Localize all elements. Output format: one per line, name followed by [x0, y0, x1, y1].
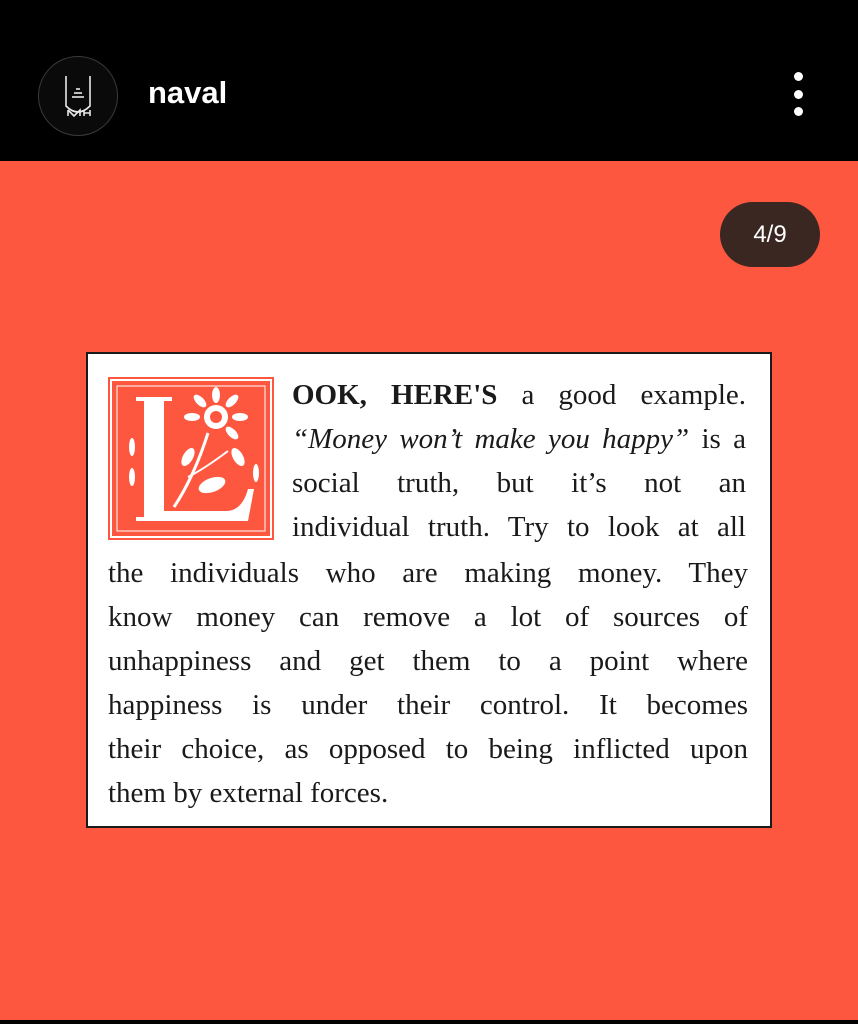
text-line: happiness is under their control. It becomes	[108, 689, 748, 721]
text-line: know money can remove a lot of sources of	[108, 601, 748, 633]
text-line: unhappiness and get them to a point where	[108, 645, 748, 677]
avatar[interactable]	[38, 56, 118, 136]
line-rest: a good example.	[497, 379, 746, 411]
post-header	[0, 0, 858, 161]
bottom-divider	[0, 1020, 858, 1024]
text-line: social truth, but it’s not an	[292, 467, 746, 499]
line-rest: is a	[689, 423, 747, 455]
menu-dot	[794, 107, 803, 116]
naval-logo-icon	[48, 66, 108, 126]
floral-dropcap-illustration	[108, 377, 274, 540]
dropcap-continuation: OOK, HERE'S	[292, 379, 498, 411]
text-line	[292, 417, 746, 461]
italic-quote: “Money won’t make you happy”	[292, 423, 690, 455]
more-vertical-icon[interactable]	[776, 68, 820, 120]
text-line: their choice, as opposed to being inflicted upon	[108, 733, 748, 765]
text-line: individual truth. Try to look at all	[292, 511, 746, 543]
text-line: the individuals who are making money. They	[108, 557, 748, 589]
menu-dot	[794, 90, 803, 99]
menu-dot	[794, 72, 803, 81]
carousel-counter: 4/9	[720, 202, 820, 267]
username[interactable]: naval	[148, 75, 228, 110]
text-line	[292, 373, 746, 417]
text-line: them by external forces.	[108, 777, 389, 809]
